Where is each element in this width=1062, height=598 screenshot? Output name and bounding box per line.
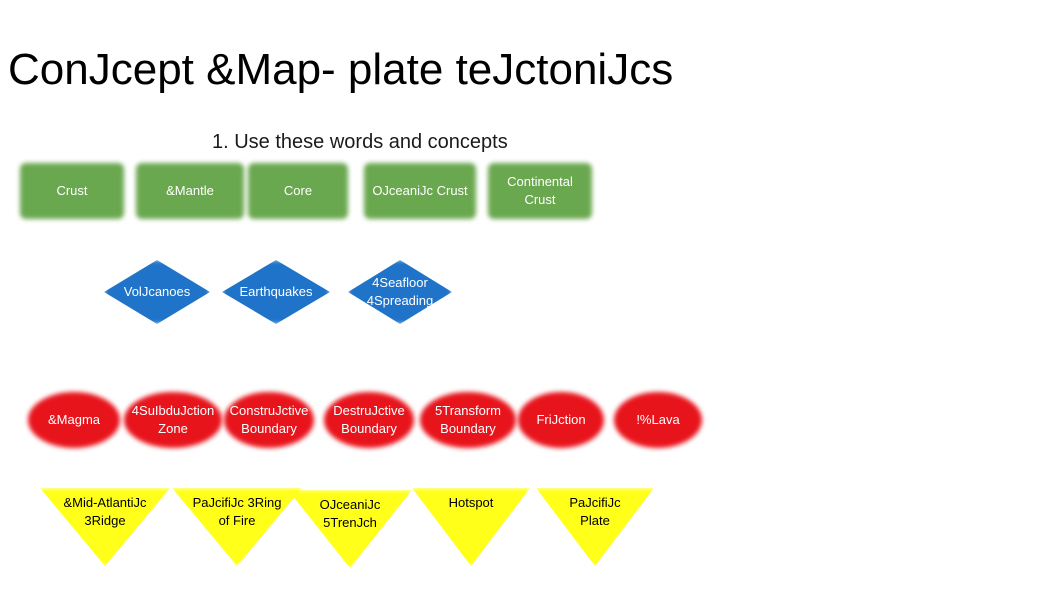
concept-diamond-seafloor-spreading[interactable] (348, 260, 452, 324)
concept-label: Crust (56, 183, 88, 198)
concept-oval-subduction-zone[interactable] (124, 392, 222, 448)
concept-label: ConstruJctive Boundary (229, 403, 309, 436)
concept-label: Continental Crust (507, 174, 573, 207)
concept-label: VolJcanoes (123, 284, 191, 299)
concept-label: FriJction (536, 412, 586, 427)
concept-triangle-pacific-plate[interactable] (536, 488, 654, 566)
concept-label: OJceaniJc Crust (372, 183, 468, 198)
concept-oval-constructive-boundary[interactable] (224, 392, 314, 448)
concept-label: Hotspot (448, 495, 494, 510)
concept-oval-magma[interactable] (28, 392, 120, 448)
concept-triangle-hotspot[interactable] (412, 488, 530, 566)
concept-triangle-pacific-ring-of-fire[interactable] (172, 488, 302, 566)
concept-diamond-volcanoes[interactable] (104, 260, 210, 324)
concept-label: Earthquakes (239, 284, 313, 299)
concept-label: !%Lava (636, 412, 680, 427)
concept-triangle-mid-atlantic-ridge[interactable] (40, 488, 170, 566)
concept-box-mantle[interactable] (136, 163, 244, 219)
concept-diamond-earthquakes[interactable] (222, 260, 330, 324)
concept-label: 4SuIbduJction Zone (131, 403, 215, 436)
instruction-text: 1. Use these words and concepts (212, 131, 508, 153)
concept-oval-lava[interactable] (614, 392, 702, 448)
concept-label: PaJcifiJc 3Ring of Fire (192, 495, 282, 528)
concept-oval-friction[interactable] (518, 392, 604, 448)
concept-label: PaJcifiJc Plate (569, 495, 621, 528)
concept-label: OJceaniJc 5TrenJch (319, 497, 381, 530)
concept-label: 5Transform Boundary (435, 403, 501, 436)
concept-box-continental-crust[interactable] (488, 163, 592, 219)
concept-box-oceanic-crust[interactable] (364, 163, 476, 219)
concept-label: &Magma (47, 412, 101, 427)
slide-title: ConJcept &Map- plate teJctoniJcs (8, 45, 674, 94)
concept-label: DestruJctive Boundary (333, 403, 405, 436)
concept-label: Core (283, 183, 313, 198)
concept-label: &Mantle (166, 183, 214, 198)
concept-label: &Mid-AtlantiJc 3Ridge (63, 495, 147, 528)
concept-label: 4Seafloor 4Spreading (366, 275, 434, 308)
concept-box-core[interactable] (248, 163, 348, 219)
concept-oval-transform-boundary[interactable] (420, 392, 516, 448)
concept-triangle-oceanic-trench[interactable] (288, 490, 412, 568)
concept-box-crust[interactable] (20, 163, 124, 219)
concept-oval-destructive-boundary[interactable] (324, 392, 414, 448)
